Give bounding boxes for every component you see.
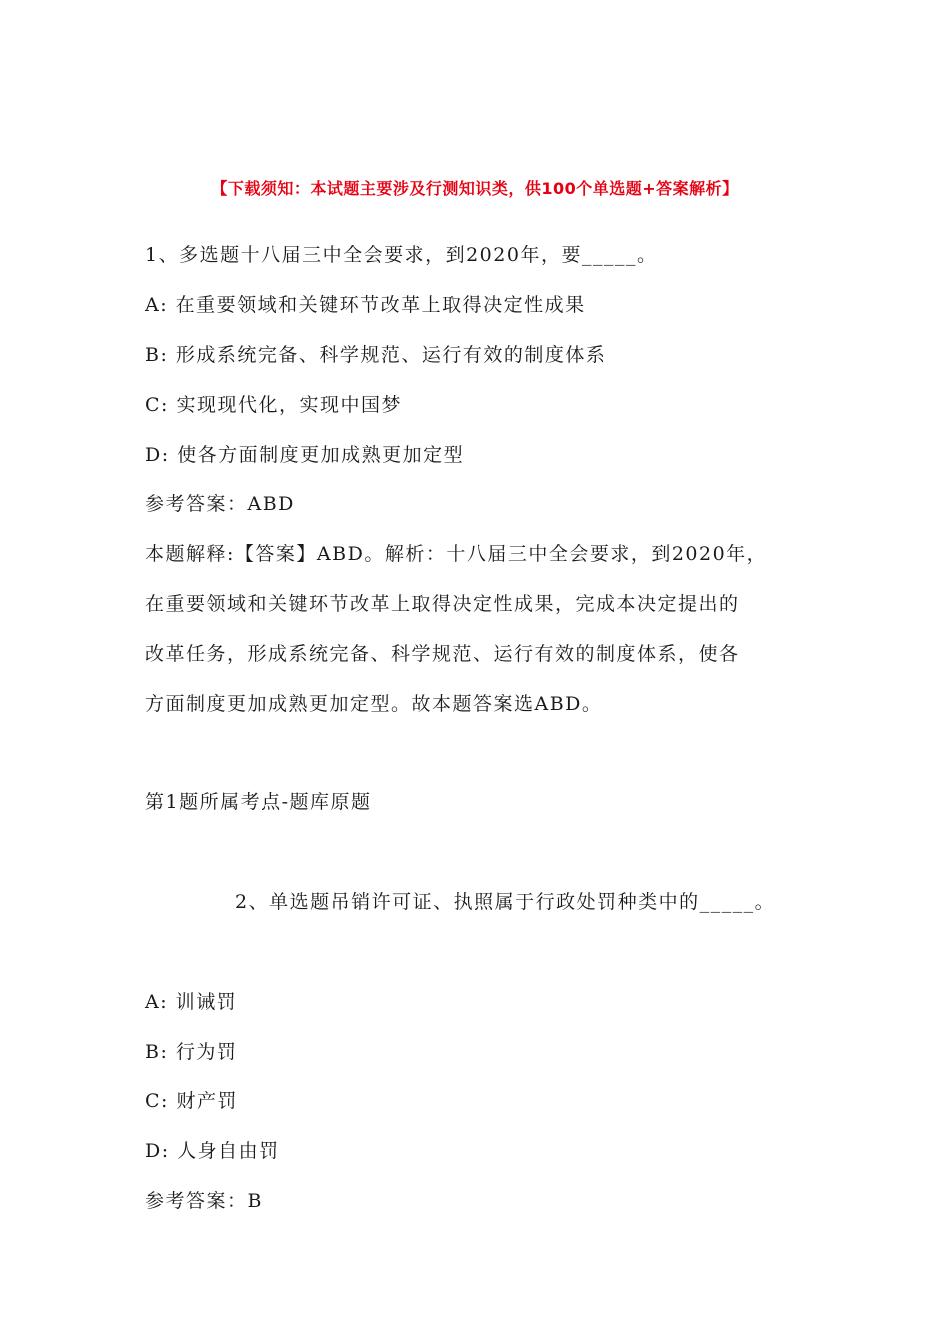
question-1-option-a: A: 在重要领域和关键环节改革上取得决定性成果 bbox=[145, 294, 586, 316]
question-2-option-c: C: 财产罚 bbox=[145, 1090, 238, 1112]
question-1-explanation-line: 改革任务，形成系统完备、科学规范、运行有效的制度体系，使各 bbox=[145, 643, 740, 665]
question-1-category: 第1题所属考点-题库原题 bbox=[145, 791, 372, 813]
question-1-explanation-line: 本题解释:【答案】ABD。解析：十八届三中全会要求，到2020年， bbox=[145, 543, 768, 565]
question-1-option-d: D: 使各方面制度更加成熟更加定型 bbox=[145, 444, 465, 466]
question-2-option-b: B: 行为罚 bbox=[145, 1041, 238, 1063]
question-2-option-a: A: 训诫罚 bbox=[145, 991, 238, 1013]
download-notice: 【下载须知：本试题主要涉及行测知识类，供100个单选题+答案解析】 bbox=[211, 179, 739, 198]
question-1-option-c: C: 实现现代化，实现中国梦 bbox=[145, 394, 402, 416]
question-1-explanation-line: 在重要领域和关键环节改革上取得决定性成果，完成本决定提出的 bbox=[145, 593, 740, 615]
question-1-option-b: B: 形成系统完备、科学规范、运行有效的制度体系 bbox=[145, 344, 607, 366]
question-1-stem: 1、多选题十八届三中全会要求，到2020年，要_____。 bbox=[145, 244, 658, 266]
question-2-answer: 参考答案：B bbox=[145, 1190, 263, 1212]
question-2-option-d: D: 人身自由罚 bbox=[145, 1140, 280, 1162]
question-1-explanation-line: 方面制度更加成熟更加定型。故本题答案选ABD。 bbox=[145, 693, 603, 715]
question-1-answer: 参考答案：ABD bbox=[145, 493, 295, 515]
question-2-stem: 2、单选题吊销许可证、执照属于行政处罚种类中的_____。 bbox=[235, 891, 776, 913]
